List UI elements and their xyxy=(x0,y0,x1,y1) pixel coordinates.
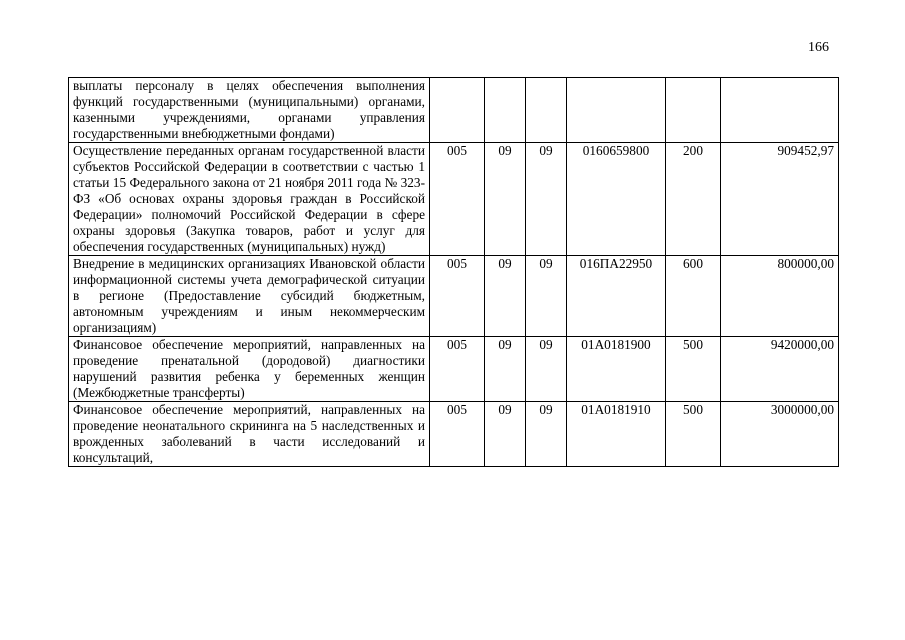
subsection-code xyxy=(526,78,567,143)
target-article-code: 01А0181900 xyxy=(567,337,666,402)
table-row xyxy=(69,402,839,467)
ministry-code: 005 xyxy=(430,337,485,402)
ministry-code: 005 xyxy=(430,256,485,337)
expense-type-code xyxy=(666,78,721,143)
section-code: 09 xyxy=(485,337,526,402)
page-number: 166 xyxy=(808,40,829,55)
amount xyxy=(721,78,839,143)
row-description: Осуществление переданных органам государственной власти субъектов Российской Федерации в соответствии с частью 1 статьи 15 Федерального закона от 21 ноября 2011 года № 323-ФЗ «Об основах охраны здоровья граждан в Российской Федерации» полномочий Российской Федерации в сфере охраны здоровья (Закупка товаров, работ и услуг для обеспечения государственных (муниципальных) нужд) xyxy=(69,143,430,256)
expense-type-code: 500 xyxy=(666,402,721,467)
target-article-code: 01А0181910 xyxy=(567,402,666,467)
ministry-code xyxy=(430,78,485,143)
target-article-code xyxy=(567,78,666,143)
table-row xyxy=(69,78,839,143)
section-code: 09 xyxy=(485,256,526,337)
section-code: 09 xyxy=(485,143,526,256)
subsection-code: 09 xyxy=(526,337,567,402)
expense-type-code: 600 xyxy=(666,256,721,337)
table-row xyxy=(69,256,839,337)
section-code xyxy=(485,78,526,143)
table-row xyxy=(69,143,839,256)
table-row xyxy=(69,337,839,402)
expense-type-code: 500 xyxy=(666,337,721,402)
ministry-code: 005 xyxy=(430,143,485,256)
target-article-code: 0160659800 xyxy=(567,143,666,256)
subsection-code: 09 xyxy=(526,256,567,337)
section-code: 09 xyxy=(485,402,526,467)
subsection-code: 09 xyxy=(526,402,567,467)
row-description: Внедрение в медицинских организациях Ивановской области информационной системы учета демографической ситуации в регионе (Предоставление субсидий бюджетным, автономным учреждениям и иным некоммерческим организациям) xyxy=(69,256,430,337)
row-description: выплаты персоналу в целях обеспечения выполнения функций государственными (муниципальными) органами, казенными учреждениями, органами управления государственными внебюджетными фондами) xyxy=(69,78,430,143)
row-description: Финансовое обеспечение мероприятий, направленных на проведение неонатального скрининга на 5 наследственных и врожденных заболеваний в части исследований и консультаций, xyxy=(69,402,430,467)
row-description: Финансовое обеспечение мероприятий, направленных на проведение пренатальной (дородовой) диагностики нарушений развития ребенка у беременных женщин (Межбюджетные трансферты) xyxy=(69,337,430,402)
amount: 800000,00 xyxy=(721,256,839,337)
amount: 9420000,00 xyxy=(721,337,839,402)
subsection-code: 09 xyxy=(526,143,567,256)
amount: 3000000,00 xyxy=(721,402,839,467)
expense-type-code: 200 xyxy=(666,143,721,256)
amount: 909452,97 xyxy=(721,143,839,256)
target-article-code: 016ПА22950 xyxy=(567,256,666,337)
budget-table xyxy=(68,77,839,467)
ministry-code: 005 xyxy=(430,402,485,467)
